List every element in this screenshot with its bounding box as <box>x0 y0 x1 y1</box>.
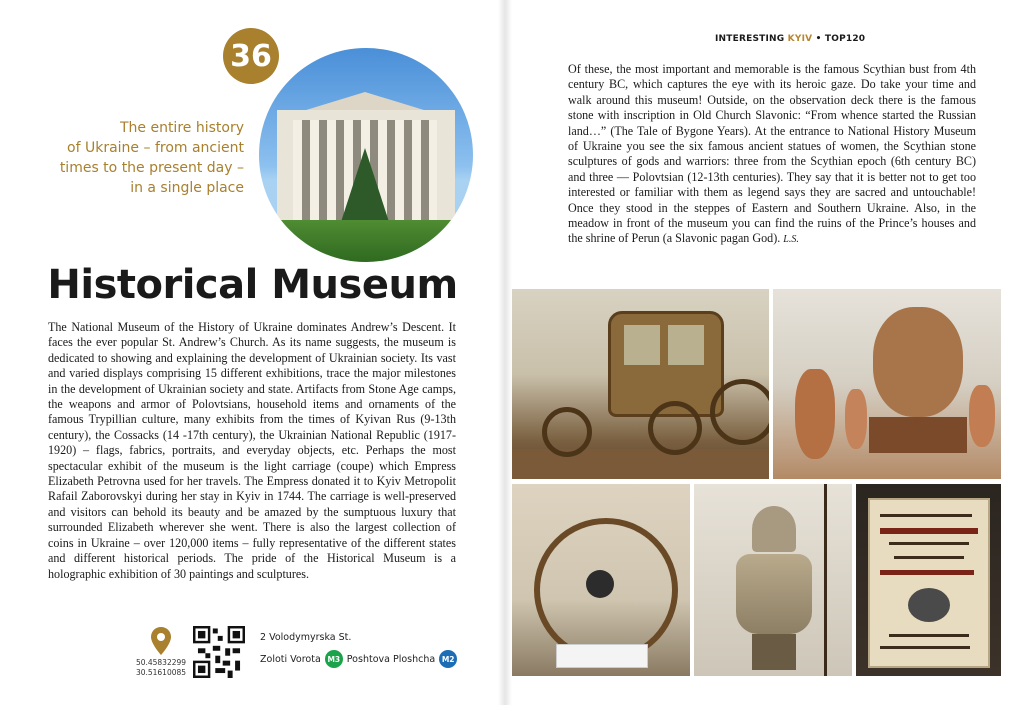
old-book-photo <box>856 484 1001 676</box>
location-pin-icon <box>150 626 172 656</box>
museum-building-photo <box>259 48 473 262</box>
header-suffix: • TOP120 <box>812 34 866 44</box>
page-title: Historical Museum <box>47 262 458 308</box>
left-page <box>0 0 505 705</box>
header-city: KYIV <box>787 34 813 44</box>
amphorae-photo <box>773 289 1001 479</box>
armor-photo <box>694 484 852 676</box>
latitude: 50.45832299 <box>135 658 187 667</box>
article-body-left: The National Museum of the History of Ukraine dominates Andrew’s Descent. It faces the ever popular St. Andrew’s Church. As its name suggests, the museum is dedicated to showing and explaining the development of Ukrainian society. Its vast and varied displays comprising 15 different exhibitions, trace the major milestones in the development of Ukrainian society and state. Artifacts from Stone Age camps, the weapons and armor of Polovtsians, household items and ornaments of the famous Trypillian culture, many exhibits from the times of Kyivan Rus (9-13th century), the Cossacks (14 -17th century), the Ukrainian National Republic (1917-1920) – flags, fabrics, portraits, and everyday objects, etc. Perhaps the most spectacular exhibit of the museum is the light carriage (coupe) which Empress Elizabeth Petrovna used for her travels. The Empress donated it to Kyiv Metropolit Rafail Zaborovskyi during her stay in Kyiv in 1744. The carriage is well-preserved and visitors can behold its beauty and be amazed by the sumptuous luxury that surrounded Elizabeth wherever she went. There is also the largest collection of coins in Ukraine – over 120,000 items – fully representative of the different states and different historical periods. The pride of the Historical Museum is a holographic exhibition of 30 paintings and sculptures. <box>48 320 456 581</box>
metro-line-badge: M3 <box>325 650 343 668</box>
gps-coordinates <box>124 658 198 678</box>
tagline <box>40 118 244 198</box>
wheel-machine-photo <box>512 484 690 676</box>
author-signature: L.S. <box>783 234 799 246</box>
carriage-photo <box>512 289 769 479</box>
tagline-line: in a single place <box>130 180 244 196</box>
qr-code-icon[interactable] <box>193 626 245 678</box>
article-body-right-text: Of these, the most important and memorable is the famous Scythian bust from 4th century BC, which captures the eye with its heroic gaze. Do take your time and walk around this museum! Outside, on the observation deck there is the famous stone with inscription in Old Church Slavonic: “From whence started the Russian land…” (The Tale of Bygone Years). At the entrance to National History Museum of Ukraine you see the six famous ancient statues of women, the Scythian stone sculptures of gods and warriors: three from the Scythian epoch (6th century BC) and three — Polovtsian (12-13th centuries). They say that it is better not to get too interested or familiar with them as legend says they are sacred and untouchable! Once they stood in the steppes of Eastern and Southern Ukraine. Also, in the meadow in front of the museum you can find the ruins of the Prince’s houses and the shrine of Perun (a Slavonic pagan God). <box>568 62 976 246</box>
metro-station-name: Zoloti Vorota <box>260 653 321 665</box>
right-page <box>505 0 1024 705</box>
running-header <box>715 34 865 44</box>
metro-station-name: Poshtova Ploshcha <box>346 653 436 665</box>
entry-number-badge: 36 <box>223 28 279 84</box>
header-prefix: INTERESTING <box>715 34 788 44</box>
tagline-line: of Ukraine – from ancient <box>67 140 244 156</box>
tagline-line: The entire history <box>119 120 244 136</box>
metro-line-badge: M2 <box>439 650 457 668</box>
street-address: 2 Volodymyrska St. <box>260 632 352 643</box>
tagline-line: times to the present day – <box>59 160 244 176</box>
longitude: 30.51610085 <box>135 668 187 677</box>
metro-stations <box>260 650 457 668</box>
article-body-right <box>568 62 976 248</box>
